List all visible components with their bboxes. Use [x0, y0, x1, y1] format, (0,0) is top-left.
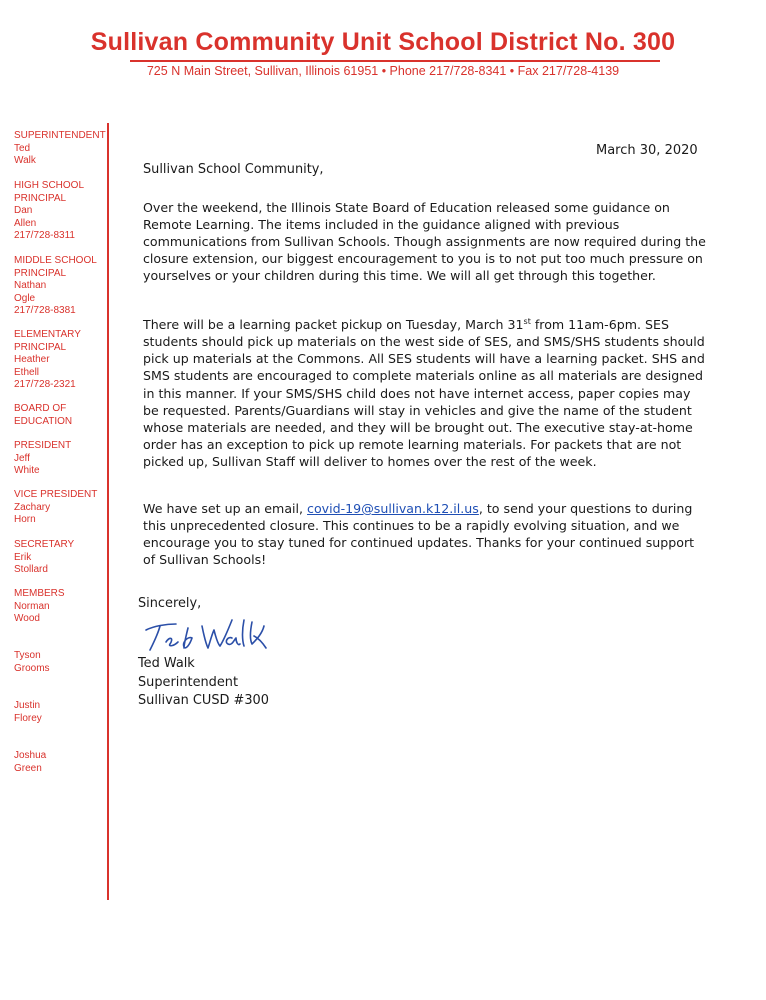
sidebar-member-joshua — [14, 750, 114, 775]
letter-date: March 30, 2020 — [596, 143, 698, 158]
paragraph-pickup — [143, 313, 708, 470]
sidebar-line: Joshua — [14, 750, 47, 761]
email-link[interactable]: covid-19@sullivan.k12.il.us — [307, 501, 479, 516]
sidebar-line: Wood — [14, 613, 40, 624]
email-text-rest: , to send your questions to during this unprecedented closure. This continues to be a rapidly evolving situation, and we encourage you to stay tuned for continued updates. Thanks for your continued support of Sullivan Schools! — [143, 501, 695, 568]
letter-closing: Sincerely, — [138, 596, 202, 611]
sidebar-title: MIDDLE SCHOOL — [14, 255, 97, 266]
sidebar-title: PRESIDENT — [14, 440, 72, 451]
sidebar-board — [14, 403, 114, 428]
sidebar-line: Tyson — [14, 650, 41, 661]
sidebar-line: Norman — [14, 600, 50, 612]
sidebar-line: Ogle — [14, 292, 36, 304]
sidebar-line: PRINCIPAL — [14, 192, 67, 204]
sidebar-high-school — [14, 180, 114, 243]
signer-name: Ted Walk — [138, 656, 195, 671]
ordinal-suffix: st — [523, 317, 531, 326]
signer-title: Superintendent — [138, 674, 239, 690]
sidebar-line: 217/728-2321 — [14, 379, 76, 390]
sidebar-superintendent — [14, 130, 114, 168]
sidebar-line: Florey — [14, 712, 42, 724]
letterhead-title: Sullivan Community Unit School District No. 300 — [90, 28, 676, 56]
sidebar-line: Ted — [14, 142, 31, 154]
signer-organization: Sullivan CUSD #300 — [138, 693, 269, 708]
sidebar-title: MEMBERS — [14, 588, 65, 599]
paragraph-guidance: Over the weekend, the Illinois State Board of Education released some guidance on Remote Learning. The items included in the guidance aligned with previous communications from Sullivan Schools. Though assignments are now required during the closure extension, our biggest encouragement to you is to not put too much pressure on yourselves or your children during this time. We will all get through this together. — [143, 200, 706, 284]
letter-salutation: Sullivan School Community, — [143, 162, 324, 177]
sidebar-title: BOARD OF — [14, 403, 67, 414]
sidebar-line: Erik — [14, 551, 32, 563]
email-text-start: We have set up an email, — [143, 501, 308, 516]
sidebar-vice-president — [14, 489, 114, 527]
sidebar-member-tyson — [14, 650, 114, 675]
sidebar-line: Nathan — [14, 280, 47, 291]
sidebar-line: Horn — [14, 514, 36, 525]
sidebar-title: HIGH SCHOOL — [14, 180, 85, 191]
sidebar-line: Dan — [14, 205, 33, 216]
sidebar-elementary — [14, 329, 114, 392]
sidebar-title: SUPERINTENDENT — [14, 130, 106, 141]
sidebar-title: SECRETARY — [14, 539, 75, 550]
sidebar-line: 217/728-8311 — [14, 230, 75, 241]
sidebar-title: ELEMENTARY — [14, 329, 81, 340]
sidebar-line: Jeff — [14, 452, 30, 464]
paragraph-email — [143, 500, 708, 568]
pickup-text-start: There will be a learning packet pickup on Tuesday, March 31 — [143, 317, 524, 333]
sidebar-line: White — [14, 465, 40, 476]
sidebar-line: Ethell — [14, 366, 40, 378]
sidebar-line: Stollard — [14, 564, 48, 575]
sidebar-line: Green — [14, 762, 42, 774]
handwritten-signature — [140, 612, 280, 657]
letterhead-address: 725 N Main Street, Sullivan, Illinois 61951 • Phone 217/728-8341 • Fax 217/728-4139 — [146, 64, 620, 78]
sidebar-secretary — [14, 539, 114, 577]
sidebar-line: Allen — [14, 217, 37, 229]
pickup-text-rest: from 11am-6pm. SES students should pick up materials on the west side of SES, and SMS/SHS students should pick up materials at the Commons. All SES students will have a learning packet. SHS and SMS students are encouraged to complete materials online as all materials are designed in this manner. If your SMS/SHS child does not have internet access, paper copies may be requested. Parents/Guardians will stay in vehicles and give the name of the student whose materials are needed, and they will be brought out. The executive stay-at-home order has an exception to pick up remote learning materials. For packets that are not picked up, Sullivan Staff will deliver to homes over the rest of the week. — [143, 317, 705, 469]
letterhead-divider — [130, 60, 660, 62]
sidebar-line: Walk — [14, 155, 36, 166]
sidebar-members — [14, 588, 114, 626]
sidebar-line: 217/728-8381 — [14, 305, 76, 316]
sidebar-title: VICE PRESIDENT — [14, 489, 98, 500]
sidebar-line: Heather — [14, 354, 50, 365]
sidebar-line: PRINCIPAL — [14, 267, 67, 279]
sidebar-line: EDUCATION — [14, 415, 73, 427]
sidebar-line: PRINCIPAL — [14, 341, 67, 353]
sidebar-member-justin — [14, 700, 114, 725]
sidebar-line: Justin — [14, 700, 41, 711]
signature-block — [138, 655, 269, 711]
sidebar-line: Grooms — [14, 662, 50, 674]
sidebar-line: Zachary — [14, 501, 51, 513]
sidebar-middle-school — [14, 255, 114, 318]
sidebar-president — [14, 440, 114, 478]
